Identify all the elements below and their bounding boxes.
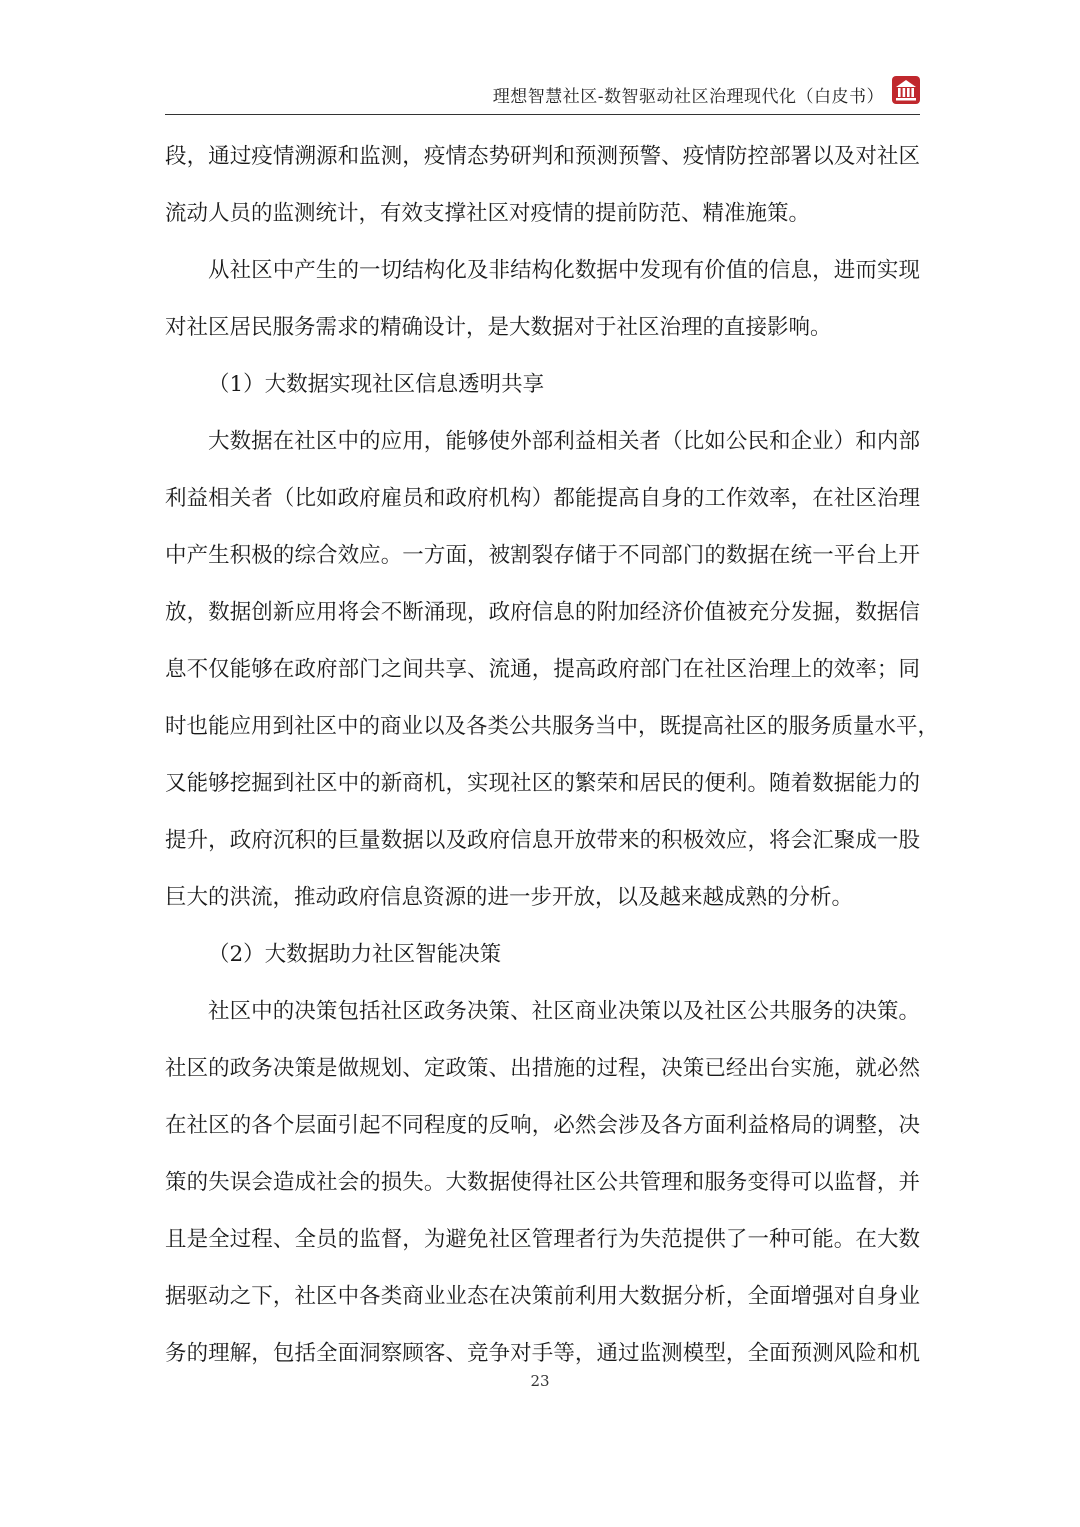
header-divider bbox=[165, 114, 920, 115]
paragraph-line: 据驱动之下，社区中各类商业业态在决策前利用大数据分析，全面增强对自身业 bbox=[165, 1284, 920, 1309]
paragraph-line: 策的失误会造成社会的损失。大数据使得社区公共管理和服务变得可以监督，并 bbox=[165, 1170, 920, 1195]
paragraph-line: 中产生积极的综合效应。一方面，被割裂存储于不同部门的数据在统一平台上开 bbox=[165, 543, 920, 568]
paragraph-line: 放，数据创新应用将会不断涌现，政府信息的附加经济价值被充分发掘，数据信 bbox=[165, 600, 920, 625]
paragraph-line: 提升，政府沉积的巨量数据以及政府信息开放带来的积极效应，将会汇聚成一股 bbox=[165, 828, 920, 853]
paragraph-line: 流动人员的监测统计，有效支撑社区对疫情的提前防范、精准施策。 bbox=[165, 201, 811, 226]
paragraph-line: 大数据在社区中的应用，能够使外部利益相关者（比如公民和企业）和内部 bbox=[208, 429, 920, 454]
page-body bbox=[165, 128, 940, 1382]
paragraph-line: 社区的政务决策是做规划、定政策、出措施的过程，决策已经出台实施，就必然 bbox=[165, 1056, 920, 1081]
paragraph-line: 又能够挖掘到社区中的新商机，实现社区的繁荣和居民的便利。随着数据能力的 bbox=[165, 771, 920, 796]
paragraph-line: 从社区中产生的一切结构化及非结构化数据中发现有价值的信息，进而实现 bbox=[208, 258, 920, 283]
paragraph-line: 在社区的各个层面引起不同程度的反响，必然会涉及各方面利益格局的调整，决 bbox=[165, 1113, 920, 1138]
building-logo-icon bbox=[892, 76, 920, 104]
section-heading: （1）大数据实现社区信息透明共享 bbox=[208, 372, 545, 397]
page-header bbox=[165, 70, 920, 118]
section-heading: （2）大数据助力社区智能决策 bbox=[208, 942, 502, 967]
paragraph-line: 利益相关者（比如政府雇员和政府机构）都能提高自身的工作效率，在社区治理 bbox=[165, 486, 920, 511]
paragraph-line: 段，通过疫情溯源和监测，疫情态势研判和预测预警、疫情防控部署以及对社区 bbox=[165, 144, 920, 169]
paragraph-line: 且是全过程、全员的监督，为避免社区管理者行为失范提供了一种可能。在大数 bbox=[165, 1227, 920, 1252]
paragraph-line: 社区中的决策包括社区政务决策、社区商业决策以及社区公共服务的决策。 bbox=[208, 999, 920, 1024]
paragraph-line: 巨大的洪流，推动政府信息资源的进一步开放，以及越来越成熟的分析。 bbox=[165, 885, 854, 910]
paragraph-line: 息不仅能够在政府部门之间共享、流通，提高政府部门在社区治理上的效率；同 bbox=[165, 657, 920, 682]
paragraph-line: 务的理解，包括全面洞察顾客、竞争对手等，通过监测模型，全面预测风险和机 bbox=[165, 1341, 920, 1366]
header-title: 理想智慧社区-数智驱动社区治理现代化（白皮书） bbox=[492, 87, 884, 107]
paragraph-line: 对社区居民服务需求的精确设计，是大数据对于社区治理的直接影响。 bbox=[165, 315, 832, 340]
paragraph-line: 时也能应用到社区中的商业以及各类公共服务当中，既提高社区的服务质量水平， bbox=[165, 714, 940, 739]
page-number: 23 bbox=[530, 1372, 550, 1390]
